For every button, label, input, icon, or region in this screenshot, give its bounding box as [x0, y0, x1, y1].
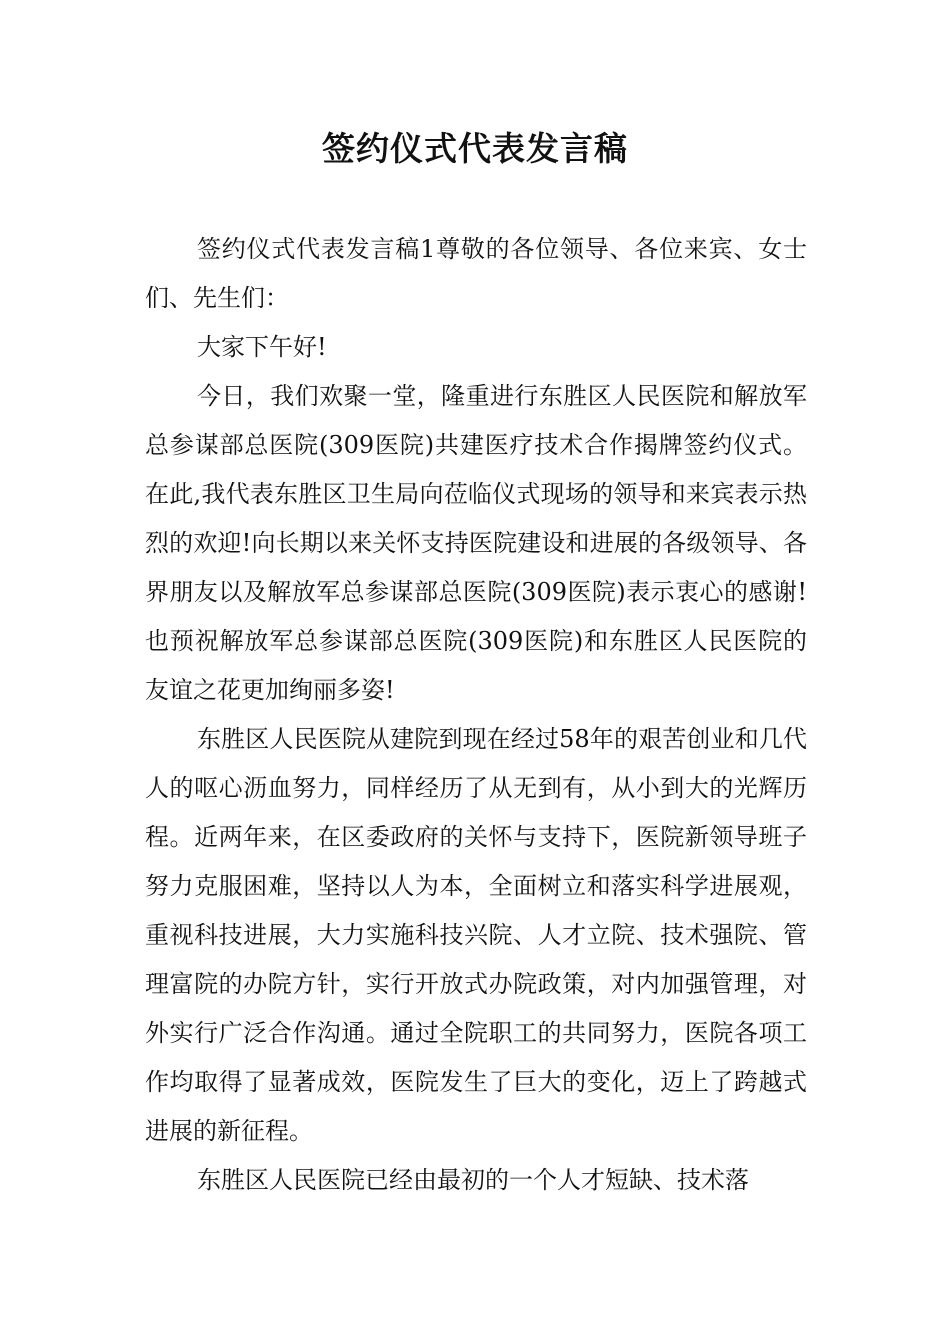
paragraph-welcome: 今日，我们欢聚一堂，隆重进行东胜区人民医院和解放军总参谋部总医院(309医院)共建医疗技术合作揭牌签约仪式。在此,我代表东胜区卫生局向莅临仪式现场的领导和来宾表示热烈的欢迎!向长期以来关怀支持医院建设和进展的各级领导、各界朋友以及解放军总参谋部总医院(309医院)表示衷心的感谢!也预祝解放军总参谋部总医院(309医院)和东胜区人民医院的友谊之花更加绚丽多姿!: [145, 382, 807, 704]
paragraph-hospital-history: 东胜区人民医院从建院到现在经过58年的艰苦创业和几代人的呕心沥血努力，同样经历了从无到有，从小到大的光辉历程。近两年来，在区委政府的关怀与支持下，医院新领导班子努力克服困难，坚持以人为本，全面树立和落实科学进展观，重视科技进展，大力实施科技兴院、人才立院、技术强院、管理富院的办院方针，实行开放式办院政策，对内加强管理，对外实行广泛合作沟通。通过全院职工的共同努力，医院各项工作均取得了显著成效，医院发生了巨大的变化，迈上了跨越式进展的新征程。: [145, 725, 807, 1145]
paragraph-greeting: 签约仪式代表发言稿1尊敬的各位领导、各位来宾、女士们、先生们：: [145, 235, 807, 312]
paragraph-hospital-progress: 东胜区人民医院已经由最初的一个人才短缺、技术落: [197, 1166, 749, 1194]
document-title: 签约仪式代表发言稿: [322, 129, 628, 168]
document-body: [145, 225, 807, 1205]
paragraph-salutation: 大家下午好!: [197, 333, 327, 361]
